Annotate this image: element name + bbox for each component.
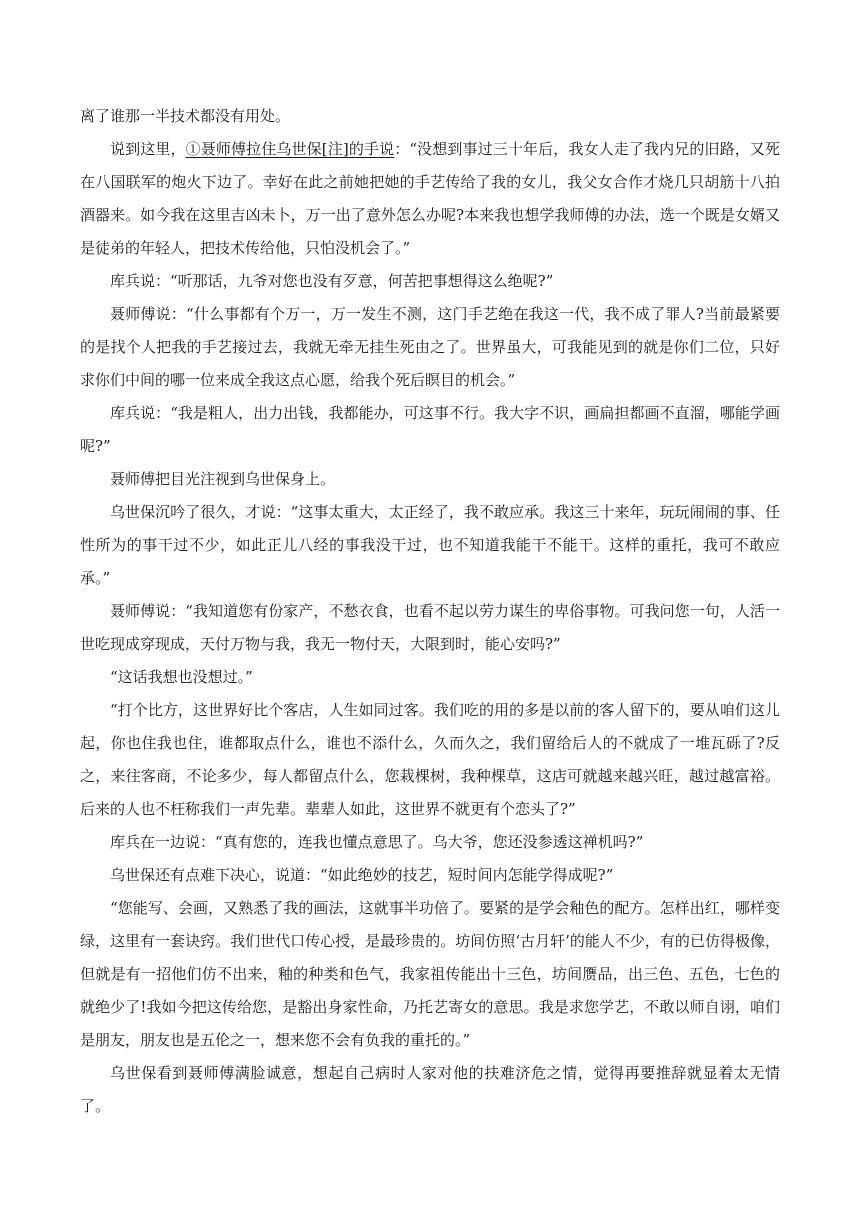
paragraph-1: 离了谁那一半技术都没有用处。	[80, 107, 291, 125]
paragraph-11: 库兵在一边说：“真有您的，连我也懂点意思了。乌大爷，您还没参透这禅机吗?”	[110, 833, 644, 851]
paragraph-14: 乌世保看到聂师傅满脸诚意，想起自己病时人家对他的扶难济危之情，觉得再要推辞就显着太无情了。	[80, 1064, 780, 1115]
document-body	[80, 100, 780, 1123]
paragraph-10: “打个比方，这世界好比个客店，人生如同过客。我们吃的用的多是以前的客人留下的，要从咱们这儿起，你也住我也住，谁都取点什么，谁也不添什么，久而久之，我们留给后人的不就成了一堆瓦砾了?反之，来往客商，不论多少，每人都留点什么，您栽棵树，我种棵草，这店可就越来越兴旺，越过越富裕。后来的人也不枉称我们一声先辈。辈辈人如此，这世界不就更有个恋头了?”	[80, 701, 780, 818]
paragraph-13: “您能写、会画，又熟悉了我的画法，这就事半功倍了。要紧的是学会釉色的配方。怎样出红，哪样变绿，这里有一套诀窍。我们世代口传心授，是最珍贵的。坊间仿照‘古月轩’的能人不少，有的已仿得极像，但就是有一招他们仿不出来，釉的种类和色气，我家祖传能出十三色，坊间赝品，出三色、五色，七色的就绝少了!我如今把这传给您，是豁出身家性命，乃托艺寄女的意思。我是求您学艺，不敢以师自诩，咱们是朋友，朋友也是五伦之一，想来您不会有负我的重托的。”	[80, 899, 780, 1049]
paragraph-7: 乌世保沉吟了很久，才说：“这事太重大，太正经了，我不敢应承。我这三十来年，玩玩闹闹的事、任性所为的事干过不少，如此正儿八经的事我没干过，也不知道我能干不能干。这样的重托，我可不敢应承。”	[80, 503, 780, 587]
paragraph-5: 库兵说：“我是粗人，出力出钱，我都能办，可这事不行。我大字不识，画扁担都画不直溜，哪能学画呢?”	[80, 404, 780, 455]
paragraph-9: “这话我想也没想过。”	[110, 668, 253, 686]
paragraph-4: 聂师傅说：“什么事都有个万一，万一发生不测，这门手艺绝在我这一代，我不成了罪人?当前最紧要的是找个人把我的手艺接过去，我就无牵无挂生死由之了。世界虽大，可我能见到的就是你们二位，只好求你们中间的哪一位来成全我这点心愿，给我个死后瞑目的机会。”	[80, 305, 780, 389]
underlined-annotation: ①聂师傅拉住乌世保[注]的手说	[185, 140, 395, 158]
paragraph-8: 聂师傅说：“我知道您有份家产，不愁衣食，也看不起以劳力谋生的卑俗事物。可我问您一句，人活一世吃现成穿现成，天付万物与我，我无一物付天，大限到时，能心安吗?”	[80, 602, 780, 653]
paragraph-2-lead: 说到这里，	[110, 140, 186, 158]
paragraph-12: 乌世保还有点难下决心，说道：“如此绝妙的技艺，短时间内怎能学得成呢?”	[110, 866, 614, 884]
paragraph-2	[80, 133, 780, 265]
paragraph-6: 聂师傅把目光注视到乌世保身上。	[110, 470, 336, 488]
paragraph-3: 库兵说：“听那话，九爷对您也没有歹意，何苦把事想得这么绝呢?”	[110, 272, 554, 290]
paragraph-2-rest: ：“没想到事过三十年后，我女人走了我内兄的旧路，又死在八国联军的炮火下边了。幸好在此之前她把她的手艺传给了我的女儿，我父女合作才烧几只胡筋十八拍酒器来。如今我在这里吉凶未卜，万一出了意外怎么办呢?本来我也想学我师傅的办法，选一个既是女婿又是徒弟的年轻人，把技术传给他，只怕没机会了。”	[80, 140, 780, 257]
